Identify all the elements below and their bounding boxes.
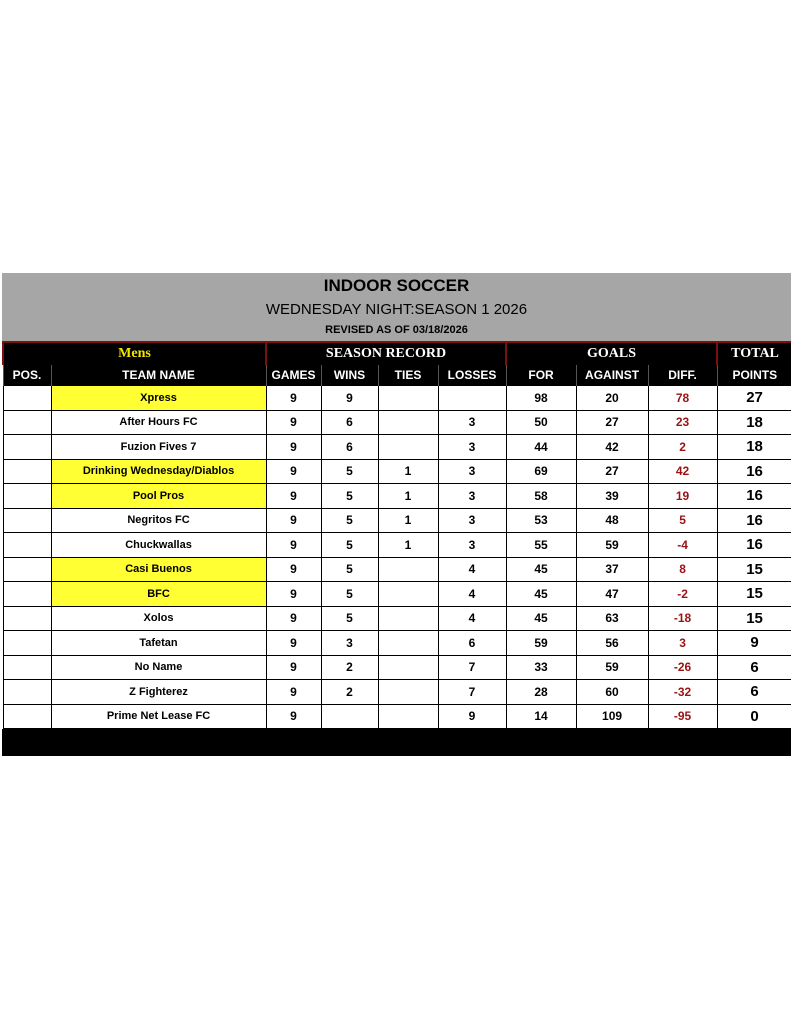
points-cell: 6: [717, 680, 791, 705]
col-against: AGAINST: [576, 365, 648, 386]
group-header-row: [3, 342, 791, 365]
wins-cell: 3: [321, 631, 378, 656]
table-row: [3, 533, 791, 558]
goals-against-cell: 37: [576, 557, 648, 582]
points-cell: 0: [717, 704, 791, 729]
team-cell: Z Fighterez: [51, 680, 266, 705]
losses-cell: 3: [438, 459, 506, 484]
col-wins: WINS: [321, 365, 378, 386]
wins-cell: 5: [321, 557, 378, 582]
sheet-header: [2, 273, 791, 341]
goal-diff-cell: 3: [648, 631, 717, 656]
pos-cell: [3, 582, 51, 607]
pos-cell: [3, 484, 51, 509]
col-points: POINTS: [717, 365, 791, 386]
ties-cell: 1: [378, 459, 438, 484]
wins-cell: 9: [321, 386, 378, 411]
goals-for-cell: 55: [506, 533, 576, 558]
pos-cell: [3, 435, 51, 460]
standings-sheet: [2, 273, 791, 756]
table-row: [3, 435, 791, 460]
wins-cell: 2: [321, 655, 378, 680]
table-row: [3, 508, 791, 533]
team-cell: Chuckwallas: [51, 533, 266, 558]
points-cell: 16: [717, 533, 791, 558]
col-ties: TIES: [378, 365, 438, 386]
goal-diff-cell: 8: [648, 557, 717, 582]
games-cell: 9: [266, 582, 321, 607]
team-cell: Prime Net Lease FC: [51, 704, 266, 729]
wins-cell: 6: [321, 435, 378, 460]
ties-cell: [378, 582, 438, 607]
team-cell: Fuzion Fives 7: [51, 435, 266, 460]
points-cell: 6: [717, 655, 791, 680]
games-cell: 9: [266, 410, 321, 435]
goals-against-cell: 60: [576, 680, 648, 705]
games-cell: 9: [266, 459, 321, 484]
table-row: [3, 680, 791, 705]
goals-for-cell: 45: [506, 606, 576, 631]
team-cell: Xolos: [51, 606, 266, 631]
goals-against-cell: 59: [576, 655, 648, 680]
col-losses: LOSSES: [438, 365, 506, 386]
pos-cell: [3, 410, 51, 435]
goals-against-cell: 59: [576, 533, 648, 558]
table-row: [3, 557, 791, 582]
col-for: FOR: [506, 365, 576, 386]
team-cell: Xpress: [51, 386, 266, 411]
table-row: [3, 386, 791, 411]
goals-against-cell: 63: [576, 606, 648, 631]
wins-cell: 5: [321, 582, 378, 607]
wins-cell: 5: [321, 533, 378, 558]
ties-cell: [378, 704, 438, 729]
team-cell: Negritos FC: [51, 508, 266, 533]
goals-against-cell: 39: [576, 484, 648, 509]
goal-diff-cell: 5: [648, 508, 717, 533]
pos-cell: [3, 386, 51, 411]
col-games: GAMES: [266, 365, 321, 386]
pos-cell: [3, 459, 51, 484]
pos-cell: [3, 631, 51, 656]
table-row: [3, 606, 791, 631]
losses-cell: 3: [438, 533, 506, 558]
goal-diff-cell: -32: [648, 680, 717, 705]
page-subtitle: WEDNESDAY NIGHT:SEASON 1 2026: [265, 301, 528, 318]
goals-against-cell: 56: [576, 631, 648, 656]
games-cell: 9: [266, 557, 321, 582]
goals-against-cell: 27: [576, 410, 648, 435]
pos-cell: [3, 680, 51, 705]
pos-cell: [3, 508, 51, 533]
games-cell: 9: [266, 680, 321, 705]
losses-cell: 3: [438, 508, 506, 533]
losses-cell: 3: [438, 484, 506, 509]
goals-for-cell: 28: [506, 680, 576, 705]
goal-diff-cell: 23: [648, 410, 717, 435]
games-cell: 9: [266, 484, 321, 509]
goals-against-cell: 48: [576, 508, 648, 533]
wins-cell: 2: [321, 680, 378, 705]
goals-for-cell: 33: [506, 655, 576, 680]
wins-cell: [321, 704, 378, 729]
goals-for-cell: 53: [506, 508, 576, 533]
games-cell: 9: [266, 508, 321, 533]
team-cell: Casi Buenos: [51, 557, 266, 582]
ties-cell: 1: [378, 508, 438, 533]
col-diff: DIFF.: [648, 365, 717, 386]
goal-diff-cell: -26: [648, 655, 717, 680]
goals-for-cell: 69: [506, 459, 576, 484]
table-row: [3, 582, 791, 607]
col-team: TEAM NAME: [51, 365, 266, 386]
table-row: [3, 655, 791, 680]
wins-cell: 5: [321, 508, 378, 533]
table-row: [3, 484, 791, 509]
goals-group: GOALS: [506, 342, 717, 365]
division-label: Mens: [3, 342, 266, 365]
ties-cell: [378, 410, 438, 435]
wins-cell: 6: [321, 410, 378, 435]
ties-cell: [378, 435, 438, 460]
team-cell: BFC: [51, 582, 266, 607]
ties-cell: [378, 655, 438, 680]
goals-for-cell: 44: [506, 435, 576, 460]
pos-cell: [3, 557, 51, 582]
goals-against-cell: 27: [576, 459, 648, 484]
team-cell: Pool Pros: [51, 484, 266, 509]
losses-cell: 3: [438, 435, 506, 460]
games-cell: 9: [266, 435, 321, 460]
revised-date: REVISED AS OF 03/18/2026: [325, 324, 468, 336]
losses-cell: 4: [438, 557, 506, 582]
footer-bar: [2, 729, 791, 756]
losses-cell: 7: [438, 655, 506, 680]
losses-cell: 9: [438, 704, 506, 729]
goals-for-cell: 59: [506, 631, 576, 656]
points-cell: 16: [717, 508, 791, 533]
goals-against-cell: 20: [576, 386, 648, 411]
team-cell: Drinking Wednesday/Diablos: [51, 459, 266, 484]
games-cell: 9: [266, 631, 321, 656]
goals-against-cell: 42: [576, 435, 648, 460]
ties-cell: [378, 680, 438, 705]
pos-cell: [3, 606, 51, 631]
standings-table: [2, 341, 791, 729]
ties-cell: [378, 386, 438, 411]
games-cell: 9: [266, 533, 321, 558]
table-row: [3, 631, 791, 656]
losses-cell: 3: [438, 410, 506, 435]
page-title: INDOOR SOCCER: [323, 276, 470, 295]
goal-diff-cell: -4: [648, 533, 717, 558]
goals-for-cell: 58: [506, 484, 576, 509]
games-cell: 9: [266, 704, 321, 729]
games-cell: 9: [266, 655, 321, 680]
table-row: [3, 459, 791, 484]
games-cell: 9: [266, 386, 321, 411]
goals-for-cell: 50: [506, 410, 576, 435]
goals-for-cell: 98: [506, 386, 576, 411]
goals-against-cell: 47: [576, 582, 648, 607]
wins-cell: 5: [321, 606, 378, 631]
goals-for-cell: 14: [506, 704, 576, 729]
points-cell: 15: [717, 606, 791, 631]
goal-diff-cell: -2: [648, 582, 717, 607]
goal-diff-cell: 42: [648, 459, 717, 484]
points-cell: 16: [717, 459, 791, 484]
goal-diff-cell: 2: [648, 435, 717, 460]
team-cell: Tafetan: [51, 631, 266, 656]
table-row: [3, 704, 791, 729]
goals-against-cell: 109: [576, 704, 648, 729]
table-row: [3, 410, 791, 435]
col-pos: POS.: [3, 365, 51, 386]
ties-cell: 1: [378, 533, 438, 558]
column-header-row: [3, 365, 791, 386]
losses-cell: [438, 386, 506, 411]
season-record-group: SEASON RECORD: [266, 342, 506, 365]
goals-for-cell: 45: [506, 557, 576, 582]
ties-cell: [378, 557, 438, 582]
losses-cell: 4: [438, 582, 506, 607]
points-cell: 9: [717, 631, 791, 656]
goal-diff-cell: -18: [648, 606, 717, 631]
points-cell: 18: [717, 410, 791, 435]
wins-cell: 5: [321, 484, 378, 509]
goals-for-cell: 45: [506, 582, 576, 607]
losses-cell: 4: [438, 606, 506, 631]
points-cell: 15: [717, 582, 791, 607]
goal-diff-cell: -95: [648, 704, 717, 729]
goal-diff-cell: 78: [648, 386, 717, 411]
pos-cell: [3, 704, 51, 729]
points-cell: 16: [717, 484, 791, 509]
team-cell: After Hours FC: [51, 410, 266, 435]
total-group: TOTAL: [717, 342, 791, 365]
ties-cell: [378, 631, 438, 656]
pos-cell: [3, 655, 51, 680]
points-cell: 18: [717, 435, 791, 460]
ties-cell: [378, 606, 438, 631]
games-cell: 9: [266, 606, 321, 631]
goal-diff-cell: 19: [648, 484, 717, 509]
ties-cell: 1: [378, 484, 438, 509]
pos-cell: [3, 533, 51, 558]
points-cell: 27: [717, 386, 791, 411]
losses-cell: 6: [438, 631, 506, 656]
losses-cell: 7: [438, 680, 506, 705]
team-cell: No Name: [51, 655, 266, 680]
points-cell: 15: [717, 557, 791, 582]
wins-cell: 5: [321, 459, 378, 484]
